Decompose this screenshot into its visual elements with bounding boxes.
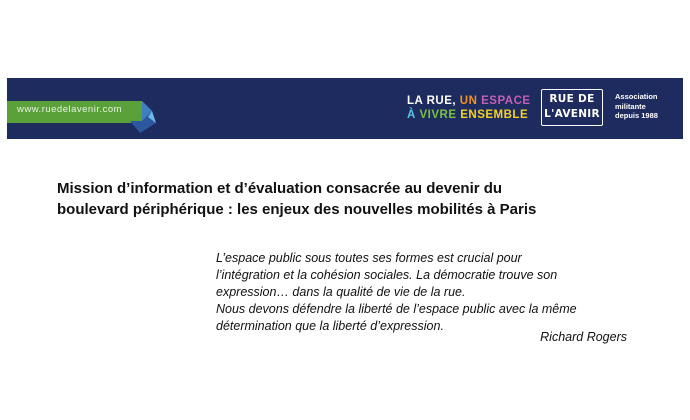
slogan-word: ENSEMBLE — [460, 109, 529, 121]
document-title — [57, 178, 677, 220]
quote-line: détermination que la liberté d’expression. — [216, 319, 444, 333]
quote-line: L’espace public sous toutes ses formes est crucial pour — [216, 251, 522, 265]
cube-logo-icon — [128, 101, 160, 133]
association-line: militante — [615, 101, 646, 111]
slogan-word: VIVRE — [419, 109, 457, 121]
slogan-word: UN — [459, 95, 478, 107]
quote-line: l’intégration et la cohésion sociales. La démocratie trouve son — [216, 268, 558, 282]
website-url[interactable]: www.ruedelavenir.com — [17, 104, 123, 115]
slogan-word: LA RUE, — [407, 95, 457, 107]
website-url-strip[interactable] — [7, 101, 142, 123]
rue-de-lavenir-logo — [541, 89, 603, 126]
slogan-word: À — [407, 109, 416, 121]
slogan-line-2 — [407, 108, 531, 122]
logo-line-1: RUE DE — [549, 93, 595, 105]
slogan — [407, 94, 531, 122]
title-line: boulevard périphérique : les enjeux des nouvelles mobilités à Paris — [57, 201, 537, 218]
quote-line: Nous devons défendre la liberté de l’espace public avec la même — [216, 302, 577, 316]
slogan-word: ESPACE — [481, 95, 531, 107]
association-line: Association — [615, 92, 658, 101]
logo-line-2: L'AVENIR — [544, 108, 600, 120]
header-banner — [7, 78, 683, 139]
quote-line: expression… dans la qualité de vie de la rue. — [216, 285, 466, 299]
quote-author: Richard Rogers — [540, 330, 627, 344]
quote — [216, 250, 636, 335]
slogan-line-1 — [407, 94, 531, 108]
association-line: depuis 1988 — [615, 111, 658, 120]
title-line: Mission d’information et d’évaluation consacrée au devenir du — [57, 180, 503, 197]
association-caption — [615, 92, 658, 121]
